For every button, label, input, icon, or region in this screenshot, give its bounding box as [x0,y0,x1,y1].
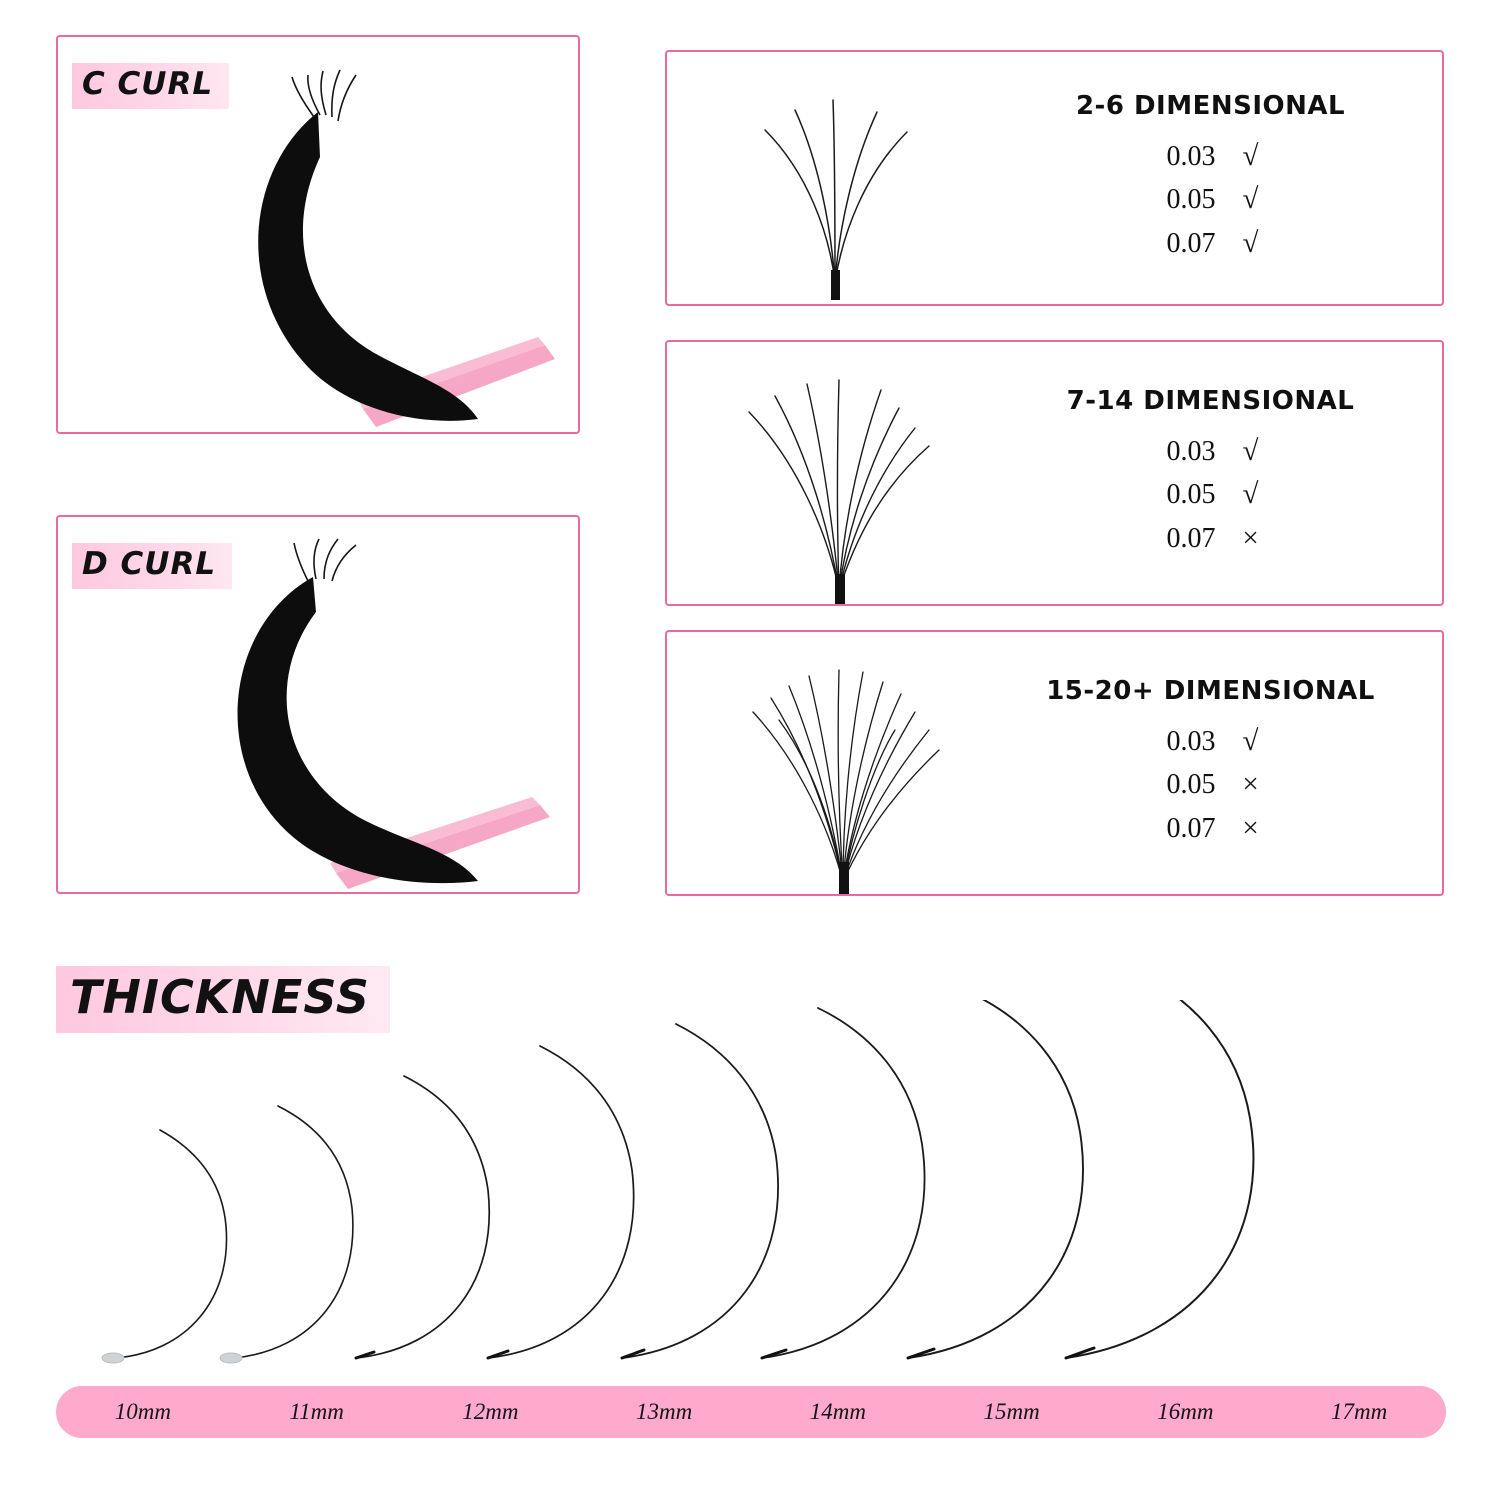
dimensional-title-15-20: 15-20+ DIMENSIONAL [1046,675,1375,706]
availability-mark: √ [1242,724,1259,757]
length-label: 15mm [983,1399,1040,1424]
dimensional-rows-7-14 [1106,430,1316,561]
curl-label-c: C CURL [72,63,229,109]
dimensional-title-7-14: 7-14 DIMENSIONAL [1066,385,1355,416]
thickness-value: 0.03 [1166,140,1216,172]
thickness-value: 0.07 [1166,522,1216,554]
availability-mark: √ [1242,434,1259,467]
dimensional-panel-2-6 [665,50,1444,306]
thickness-value: 0.03 [1166,725,1216,757]
availability-mark: √ [1242,183,1259,216]
length-label: 12mm [462,1399,519,1424]
thickness-value: 0.05 [1166,479,1216,511]
table-row [1106,135,1316,179]
table-row [1106,473,1316,517]
table-row [1106,763,1316,807]
dimensional-title-2-6: 2-6 DIMENSIONAL [1075,90,1346,121]
dimensional-panel-7-14 [665,340,1444,606]
availability-mark: √ [1242,226,1259,259]
dimensional-panel-15-20 [665,630,1444,896]
table-row [1106,807,1316,851]
lash-fan-icon-7-14 [667,342,997,604]
length-scale-bar [56,1386,1446,1438]
availability-mark: √ [1242,478,1259,511]
length-label: 10mm [114,1399,171,1424]
length-label: 16mm [1157,1399,1214,1424]
dimensional-rows-2-6 [1106,135,1316,266]
availability-mark: × [1242,811,1259,844]
table-row [1106,178,1316,222]
thickness-value: 0.03 [1166,435,1216,467]
curl-label-d: D CURL [72,543,232,589]
lash-fan-icon-15-20 [667,632,997,894]
availability-mark: √ [1242,139,1259,172]
lash-length-illustrations [56,1000,1446,1370]
thickness-value: 0.07 [1166,812,1216,844]
table-row [1106,720,1316,764]
availability-mark: × [1242,768,1259,801]
availability-mark: × [1242,521,1259,554]
curl-panel-d [56,515,580,894]
thickness-value: 0.07 [1166,227,1216,259]
thickness-value: 0.05 [1166,184,1216,216]
dimensional-rows-15-20 [1106,720,1316,851]
table-row [1106,222,1316,266]
thickness-section-title: THICKNESS [56,966,390,1033]
lash-fan-icon-2-6 [667,52,997,304]
length-label: 11mm [289,1399,344,1424]
table-row [1106,517,1316,561]
table-row [1106,430,1316,474]
curl-panel-c [56,35,580,434]
length-label: 17mm [1331,1399,1388,1424]
length-label: 14mm [809,1399,866,1424]
thickness-value: 0.05 [1166,769,1216,801]
length-label: 13mm [636,1399,693,1424]
